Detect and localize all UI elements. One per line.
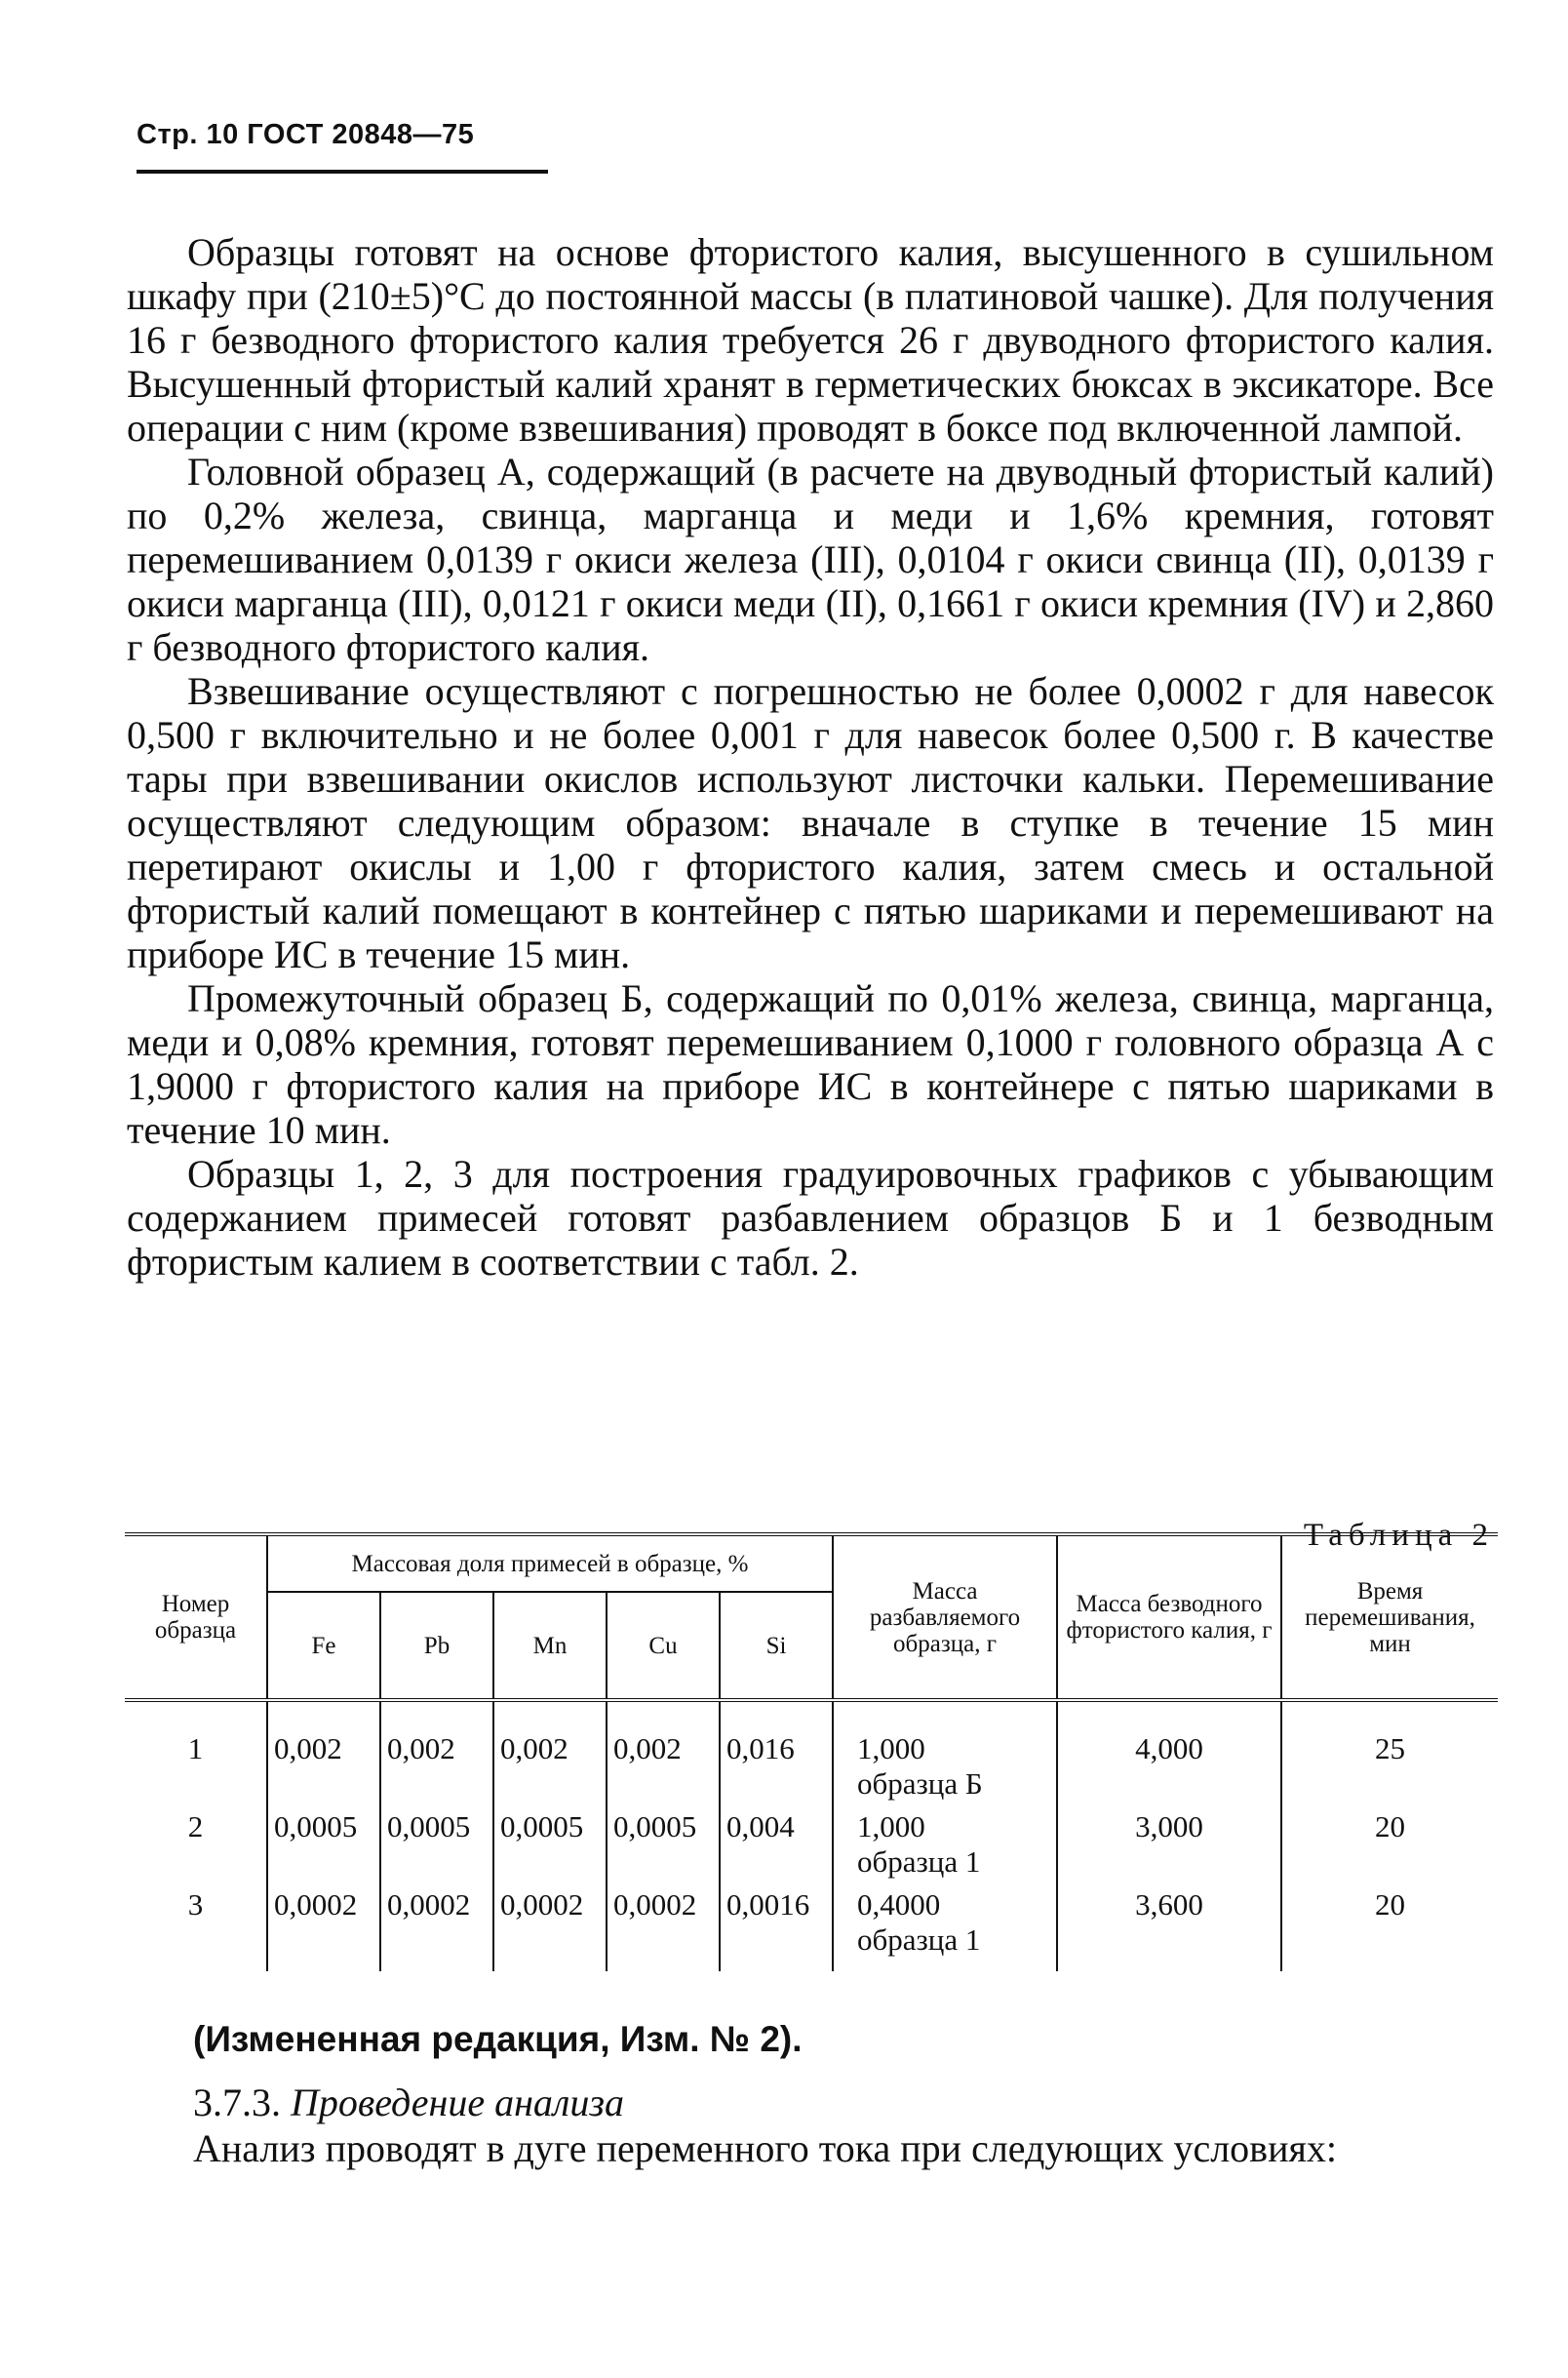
paragraph-5: Образцы 1, 2, 3 для построения градуировочных графиков с убывающим содержанием примесей готовят разбавлением образцов Б и 1 безводным фтористым калием в соответствии с табл. 2.	[127, 1152, 1494, 1284]
cell-cu: 0,0005	[607, 1805, 720, 1883]
cell-mix-time: 20	[1281, 1805, 1498, 1883]
diluted-mass-source: образца 1	[857, 1844, 981, 1879]
section-number: 3.7.3.	[193, 2081, 281, 2124]
cell-kf-mass: 4,000	[1057, 1700, 1281, 1805]
header-kf-mass: Масса безводного фтористого калия, г	[1057, 1534, 1281, 1700]
cell-pb: 0,0005	[380, 1805, 493, 1883]
cell-kf-mass: 3,000	[1057, 1805, 1281, 1883]
page-header: Стр. 10 ГОСТ 20848—75	[137, 119, 475, 150]
cell-sample-no: 2	[187, 1809, 204, 1843]
cell-mix-time: 25	[1281, 1700, 1498, 1805]
cell-fe: 0,0005	[267, 1805, 380, 1883]
cell-si: 0,0016	[720, 1883, 833, 1971]
cell-fe: 0,0002	[267, 1883, 380, 1971]
section-heading	[193, 2080, 624, 2125]
diluted-mass-value: 1,000	[857, 1809, 925, 1843]
header-si: Si	[720, 1592, 833, 1700]
header-rule	[137, 170, 548, 174]
cell-mix-time: 20	[1281, 1883, 1498, 1971]
cell-diluted-mass	[833, 1805, 1057, 1883]
final-text	[127, 2126, 1494, 2170]
header-mix-time: Время перемешивания, мин	[1281, 1534, 1498, 1700]
samples-table	[125, 1532, 1498, 1971]
header-impurity-group: Массовая доля примесей в образце, %	[267, 1534, 833, 1592]
table-caption: Таблица 2	[1303, 1518, 1494, 1553]
diluted-mass-value: 1,000	[857, 1731, 925, 1765]
paragraph-1: Образцы готовят на основе фтористого калия, высушенного в сушильном шкафу при (210±5)°С до постоянной массы (в платиновой чашке). Для получения 16 г безводного фтористого калия требуется 26 г двуводного фтористого калия. Высушенный фтористый калий хранят в герметических бюксах в эксикаторе. Все операции с ним (кроме взвешивания) проводят в боксе под включенной лампой.	[127, 230, 1494, 450]
cell-si: 0,004	[720, 1805, 833, 1883]
diluted-mass-source: образца Б	[857, 1766, 983, 1801]
edition-note: (Измененная редакция, Изм. № 2).	[193, 2019, 803, 2059]
cell-mn: 0,002	[493, 1700, 607, 1805]
cell-si: 0,016	[720, 1700, 833, 1805]
cell-sample-no: 1	[187, 1731, 204, 1765]
paragraph-3: Взвешивание осуществляют с погрешностью не более 0,0002 г для навесок 0,500 г включительно и не более 0,001 г для навесок более 0,500 г. В качестве тары при взвешивании окислов используют листочки кальки. Перемешивание осуществляют следующим образом: вначале в ступке в течение 15 мин перетирают окислы и 1,00 г фтористого калия, затем смесь и остальной фтористый калий помещают в контейнер с пятью шариками и перемешивают на приборе ИС в течение 15 мин.	[127, 669, 1494, 976]
diluted-mass-value: 0,4000	[857, 1887, 941, 1922]
header-pb: Pb	[380, 1592, 493, 1700]
cell-mn: 0,0002	[493, 1883, 607, 1971]
cell-diluted-mass	[833, 1700, 1057, 1805]
cell-pb: 0,002	[380, 1700, 493, 1805]
cell-pb: 0,0002	[380, 1883, 493, 1971]
paragraph-2: Головной образец А, содержащий (в расчете на двуводный фтористый калий) по 0,2% железа, свинца, марганца и меди и 1,6% кремния, готовят перемешиванием 0,0139 г окиси железа (III), 0,0104 г окиси свинца (II), 0,0139 г окиси марганца (III), 0,0121 г окиси меди (II), 0,1661 г окиси кремния (IV) и 2,860 г безводного фтористого калия.	[127, 450, 1494, 669]
diluted-mass-source: образца 1	[857, 1922, 981, 1957]
cell-diluted-mass	[833, 1883, 1057, 1971]
cell-mn: 0,0005	[493, 1805, 607, 1883]
header-fe: Fe	[267, 1592, 380, 1700]
cell-cu: 0,002	[607, 1700, 720, 1805]
paragraph-4: Промежуточный образец Б, содержащий по 0,01% железа, свинца, марганца, меди и 0,08% кремния, готовят перемешиванием 0,1000 г головного образца А с 1,9000 г фтористого калия на приборе ИС в контейнере с пятью шариками в течение 10 мин.	[127, 976, 1494, 1152]
cell-cu: 0,0002	[607, 1883, 720, 1971]
cell-fe: 0,002	[267, 1700, 380, 1805]
cell-sample-no: 3	[187, 1887, 204, 1922]
header-cu: Cu	[607, 1592, 720, 1700]
header-sample-no: Номер образца	[125, 1534, 267, 1700]
cell-kf-mass: 3,600	[1057, 1883, 1281, 1971]
section-title: Проведение анализа	[291, 2081, 624, 2124]
header-diluted-mass: Масса разбавляемого образца, г	[833, 1534, 1057, 1700]
table-row	[125, 1805, 1498, 1883]
body-text	[127, 230, 1494, 1284]
header-mn: Mn	[493, 1592, 607, 1700]
final-paragraph: Анализ проводят в дуге переменного тока при следующих условиях:	[193, 2126, 1337, 2170]
table-row	[125, 1700, 1498, 1805]
table-row	[125, 1883, 1498, 1971]
